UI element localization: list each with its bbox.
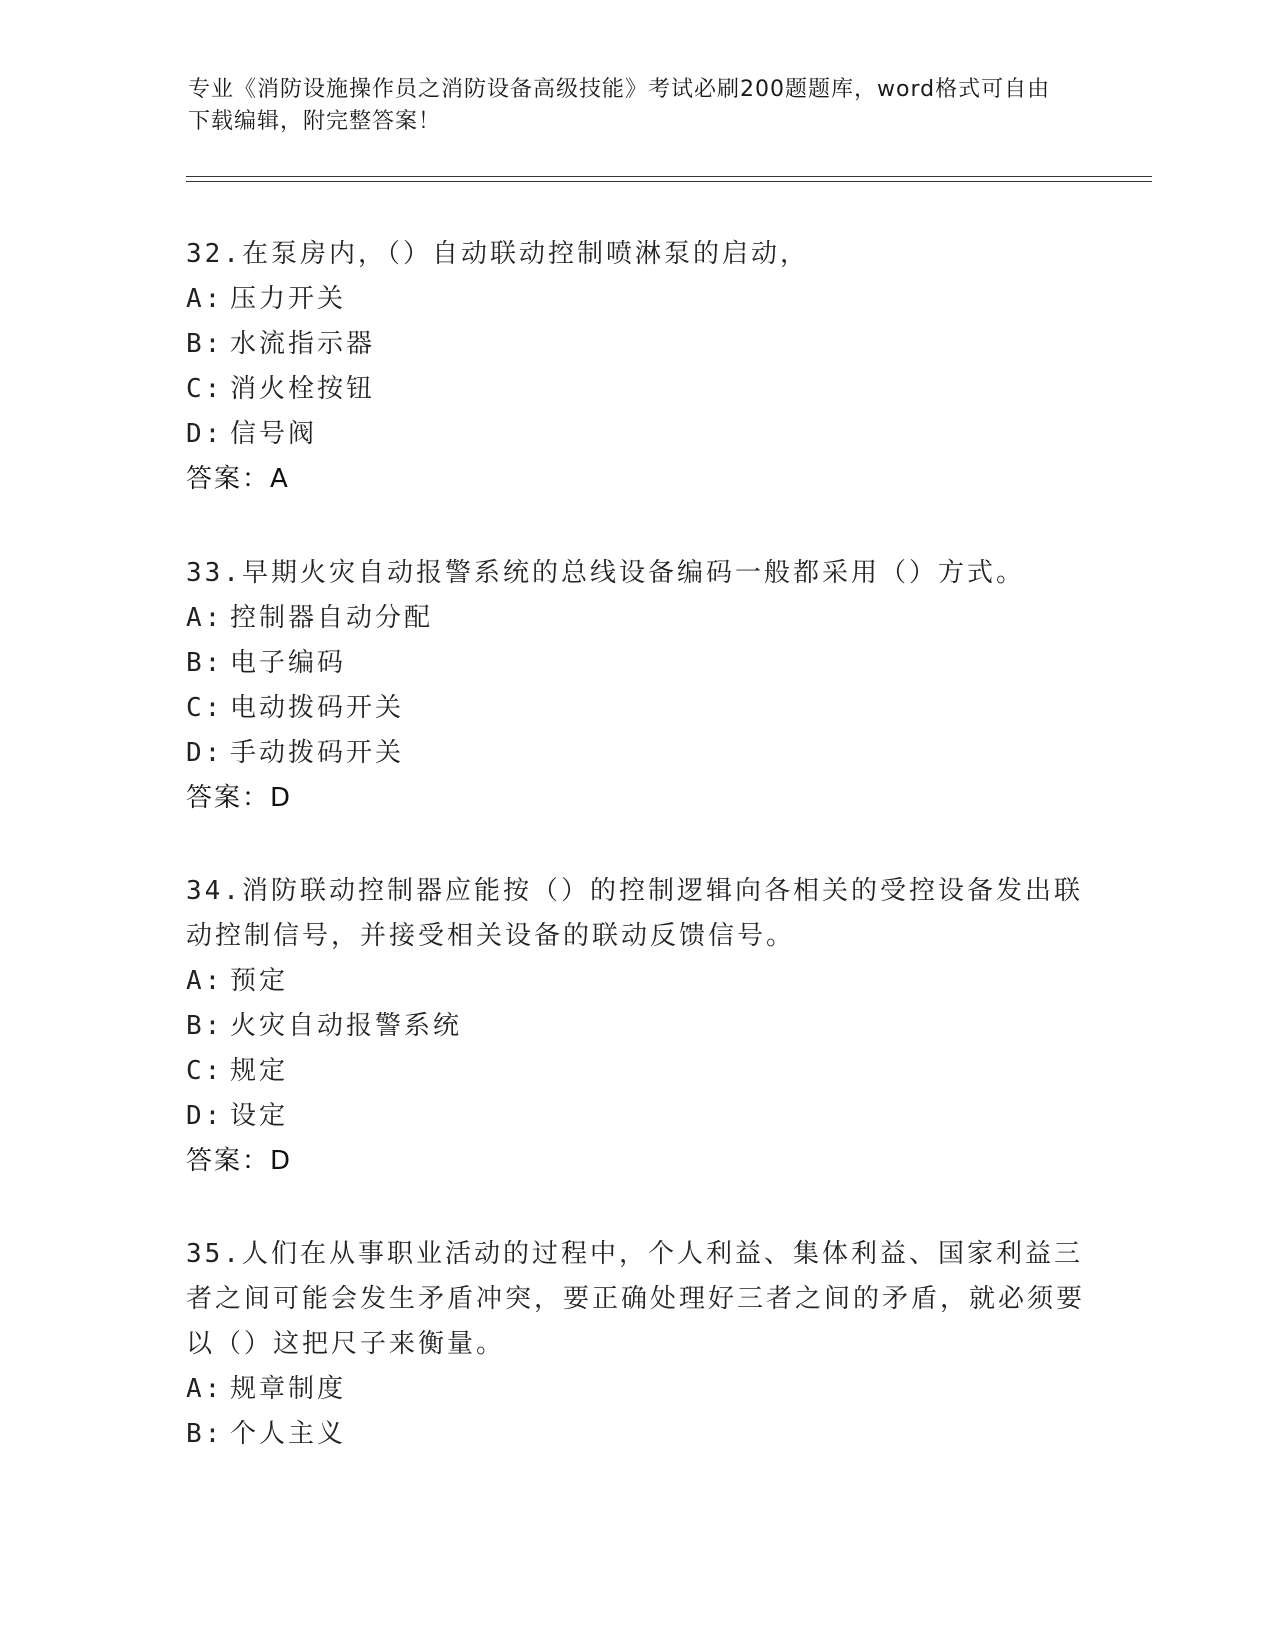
option-b — [186, 1004, 1086, 1049]
question-stem: 32.在泵房内，（）自动联动控制喷淋泵的启动， — [186, 239, 809, 269]
option-d — [186, 1094, 1086, 1139]
option-text: 预定 — [230, 966, 289, 996]
option-key: A: — [186, 966, 224, 996]
option-key: B: — [186, 1419, 224, 1449]
question-stem: 34.消防联动控制器应能按（）的控制逻辑向各相关的受控设备发出联动控制信号，并接受相关设备的联动反馈信号。 — [186, 876, 1083, 951]
option-key: C: — [186, 693, 224, 723]
option-key: B: — [186, 329, 224, 359]
option-a — [186, 596, 1086, 641]
option-text: 水流指示器 — [230, 329, 376, 359]
option-d — [186, 412, 1086, 457]
option-text: 信号阀 — [230, 419, 318, 449]
option-text: 电子编码 — [230, 648, 347, 678]
option-b — [186, 1412, 1086, 1457]
option-a — [186, 1367, 1086, 1412]
option-text: 消火栓按钮 — [230, 374, 376, 404]
option-key: D: — [186, 738, 224, 768]
question-stem: 35.人们在从事职业活动的过程中，个人利益、集体利益、国家利益三者之间可能会发生矛盾冲突，要正确处理好三者之间的矛盾，就必须要以（）这把尺子来衡量。 — [186, 1239, 1086, 1359]
answer-line: 答案：D — [186, 1146, 293, 1176]
option-b — [186, 322, 1086, 367]
question-35 — [186, 1232, 1086, 1457]
option-text: 个人主义 — [230, 1419, 347, 1449]
option-key: B: — [186, 648, 224, 678]
option-key: D: — [186, 419, 224, 449]
question-33 — [186, 551, 1086, 821]
option-c — [186, 686, 1086, 731]
option-key: A: — [186, 284, 224, 314]
option-text: 设定 — [230, 1101, 289, 1131]
question-34 — [186, 869, 1086, 1184]
answer-line: 答案：D — [186, 783, 293, 813]
answer-line: 答案：A — [186, 464, 290, 494]
option-key: A: — [186, 603, 224, 633]
option-key: B: — [186, 1011, 224, 1041]
option-text: 手动拨码开关 — [230, 738, 405, 768]
option-d — [186, 731, 1086, 776]
option-text: 压力开关 — [230, 284, 347, 314]
option-key: D: — [186, 1101, 224, 1131]
header-divider-bottom — [186, 181, 1152, 182]
option-a — [186, 959, 1086, 1004]
question-stem: 33.早期火灾自动报警系统的总线设备编码一般都采用（）方式。 — [186, 558, 1025, 588]
option-text: 火灾自动报警系统 — [230, 1011, 463, 1041]
option-key: C: — [186, 1056, 224, 1086]
option-text: 控制器自动分配 — [230, 603, 434, 633]
option-text: 规章制度 — [230, 1374, 347, 1404]
option-c — [186, 1049, 1086, 1094]
option-c — [186, 367, 1086, 412]
option-b — [186, 641, 1086, 686]
option-text: 规定 — [230, 1056, 289, 1086]
document-header: 专业《消防设施操作员之消防设备高级技能》考试必刷200题题库，word格式可自由下载编辑，附完整答案！ — [188, 77, 1051, 134]
header-divider-top — [186, 176, 1152, 177]
option-key: A: — [186, 1374, 224, 1404]
option-text: 电动拨码开关 — [230, 693, 405, 723]
option-a — [186, 277, 1086, 322]
option-key: C: — [186, 374, 224, 404]
question-32 — [186, 232, 1086, 502]
